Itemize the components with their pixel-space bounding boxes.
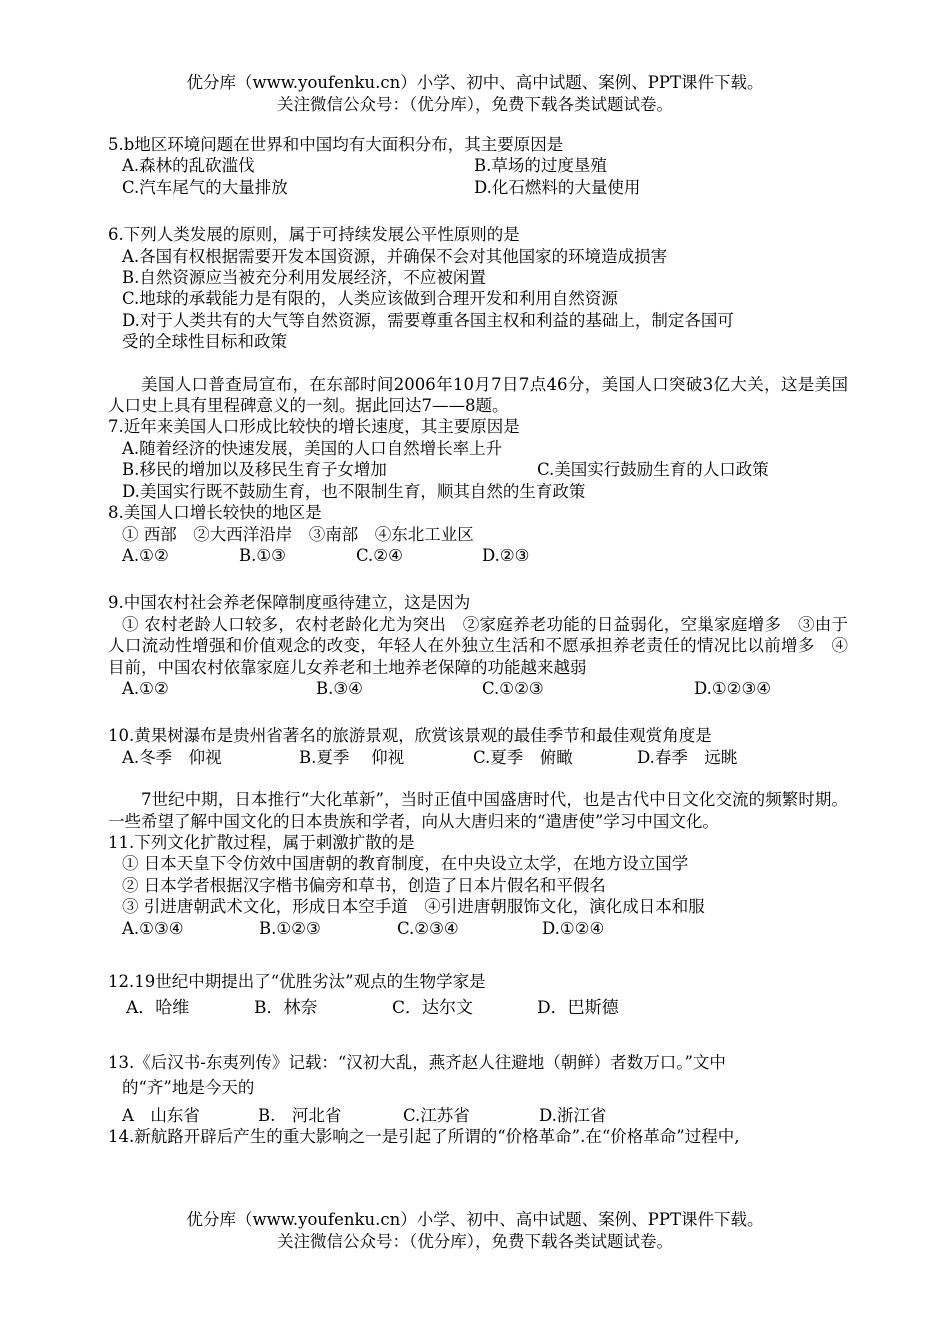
option-d: D．巴斯德	[537, 998, 619, 1019]
option-b: B．林奈	[254, 998, 318, 1019]
reading-passage-2: 7世纪中期，日本推行“大化革新”，当时正值中国盛唐时代，也是古代中日文化交流的频繁时期。一些希望了解中国文化的日本贵族和学者，向从大唐归来的“遣唐使”学习中国文化。	[108, 790, 848, 831]
question-stem: 5.b地区环境问题在世界和中国均有大面积分布，其主要原因是	[108, 135, 564, 154]
option-b: B.③④	[316, 678, 363, 698]
option-c: C.夏季 俯瞰	[473, 747, 573, 767]
option-d: D.化石燃料的大量使用	[474, 177, 641, 197]
question-stem-cont: 的“齐”地是今天的	[122, 1078, 255, 1098]
question-9	[108, 592, 848, 699]
option-a: A.①②	[122, 678, 169, 698]
option-c: C.地球的承载能力是有限的，人类应该做到合理开发和利用自然资源	[122, 289, 618, 309]
option-a: A.冬季 仰视	[122, 747, 222, 767]
option-d: D.①②③④	[694, 678, 772, 698]
option-c: C.汽车尾气的大量排放	[122, 177, 288, 197]
question-8	[108, 502, 848, 566]
option-d: D.①②④	[542, 918, 605, 938]
option-b: B. 河北省	[258, 1105, 342, 1125]
option-a: A.①②	[122, 545, 169, 565]
question-items: ① 西部 ②大西洋沿岸 ③南部 ④东北工业区	[122, 524, 474, 544]
header-line-1: 优分库（www.youfenku.cn）小学、初中、高中试题、案例、PPT课件下载。	[186, 73, 764, 92]
option-a: A.各国有权根据需要开发本国资源，并确保不会对其他国家的环境造成损害	[122, 246, 668, 266]
question-stem: 13.《后汉书-东夷列传》记载：“汉初大乱，燕齐赵人往避地（朝鲜）者数万口。”文中	[108, 1052, 726, 1072]
option-c: C.美国实行鼓励生育的人口政策	[537, 460, 769, 480]
question-12	[108, 971, 848, 1020]
page-footer	[0, 1209, 950, 1253]
page-header	[0, 72, 950, 116]
option-d: D.美国实行既不鼓励生育，也不限制生育，顺其自然的生育政策	[122, 481, 586, 501]
question-stem: 7.近年来美国人口形成比较快的增长速度，其主要原因是	[108, 417, 520, 437]
option-d-line-2: 受的全球性目标和政策	[122, 332, 287, 352]
question-7	[108, 416, 848, 502]
header-line-2: 关注微信公众号：（优分库），免费下载各类试题试卷。	[277, 95, 673, 114]
question-stem: 14.新航路开辟后产生的重大影响之一是引起了所谓的“价格革命”.在“价格革命”过程中,	[108, 1127, 740, 1147]
footer-line-2: 关注微信公众号：（优分库），免费下载各类试题试卷。	[277, 1232, 673, 1251]
option-b: B.①②③	[259, 918, 321, 938]
question-13	[108, 1052, 848, 1126]
option-c: C.②④	[356, 545, 403, 565]
option-c: C.①②③	[482, 678, 544, 698]
question-14	[108, 1126, 848, 1147]
option-b: B.移民的增加以及移民生育子女增加	[122, 460, 387, 480]
question-6	[108, 224, 848, 352]
option-d-line-1: D.对于人类共有的大气等自然资源，需要尊重各国主权和利益的基础上，制定各国可	[122, 310, 734, 330]
reading-passage-1: 美国人口普查局宣布，在东部时间2006年10月7日7点46分，美国人口突破3亿大关，这是美国人口史上具有里程碑意义的一刻。据此回达7——8题。	[108, 374, 848, 416]
question-stem: 8.美国人口增长较快的地区是	[108, 503, 322, 523]
option-d: D.浙江省	[539, 1105, 607, 1125]
question-11	[108, 832, 848, 939]
option-b: B.夏季 仰视	[299, 747, 405, 767]
option-a: A．哈维	[126, 998, 190, 1019]
option-d	[108, 310, 848, 353]
option-b: B.草场的过度垦殖	[474, 156, 607, 176]
option-d: D.②③	[482, 545, 530, 565]
option-a: A 山东省	[122, 1105, 200, 1125]
question-stem: 10.黄果树瀑布是贵州省著名的旅游景观，欣赏该景观的最佳季节和最佳观赏角度是	[108, 726, 712, 746]
question-item-3: ③ 引进唐朝武术文化，形成日本空手道 ④引进唐朝服饰文化，演化成日本和服	[122, 897, 705, 917]
option-c: C.江苏省	[403, 1105, 470, 1125]
question-10	[108, 725, 848, 768]
option-c: C．达尔文	[392, 998, 474, 1019]
question-body: ① 农村老龄人口较多，农村老龄化尤为突出 ②家庭养老功能的日益弱化，空巢家庭增多 ③由于人口流动性增强和价值观念的改变，年轻人在外独立生活和不愿承担养老责任的情况比以前增多 ④目前，中国农村依靠家庭儿女养老和土地养老保障的功能越来越弱	[108, 614, 848, 677]
question-stem: 6.下列人类发展的原则，属于可持续发展公平性原则的是	[108, 225, 520, 245]
option-b: B.自然资源应当被充分利用发展经济，不应被闲置	[122, 268, 486, 288]
footer-line-1: 优分库（www.youfenku.cn）小学、初中、高中试题、案例、PPT课件下载。	[186, 1210, 764, 1229]
question-stem: 9.中国农村社会养老保障制度亟待建立，这是因为	[108, 593, 471, 613]
option-a: A.①③④	[122, 918, 184, 938]
question-5	[108, 134, 848, 198]
option-b: B.①③	[239, 545, 286, 565]
option-a: A.森林的乱砍滥伐	[122, 156, 255, 176]
option-d: D.春季 远眺	[637, 747, 738, 767]
question-item-1: ① 日本天皇下令仿效中国唐朝的教育制度，在中央设立太学，在地方设立国学	[122, 854, 689, 874]
option-a: A.随着经济的快速发展，美国的人口自然增长率上升	[122, 438, 503, 458]
question-item-2: ② 日本学者根据汉字楷书偏旁和草书，创造了日本片假名和平假名	[122, 875, 606, 895]
question-stem: 12.19世纪中期提出了“优胜劣汰”观点的生物学家是	[108, 972, 486, 991]
exam-content	[108, 134, 848, 1147]
option-c: C.②③④	[397, 918, 459, 938]
question-stem: 11.下列文化扩散过程，属于刺激扩散的是	[108, 832, 415, 852]
